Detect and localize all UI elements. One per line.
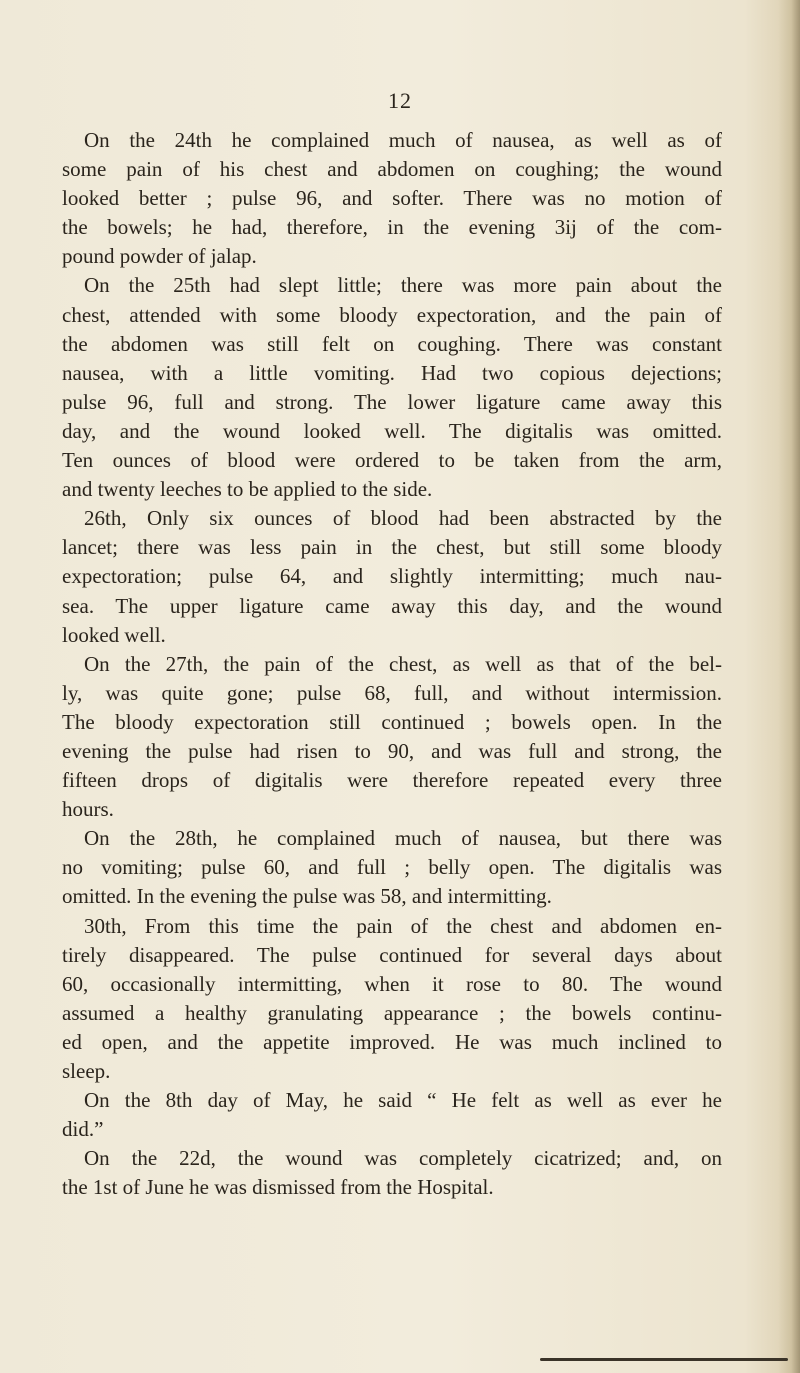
text-line: expectoration; pulse 64, and slightly intermitting; much nau- bbox=[62, 564, 722, 589]
paragraph bbox=[62, 504, 722, 649]
text-line: omitted. In the evening the pulse was 58, and intermitting. bbox=[62, 884, 552, 909]
text-line: pulse 96, full and strong. The lower ligature came away this bbox=[62, 389, 722, 414]
text-line: chest, attended with some bloody expectoration, and the pain of bbox=[62, 302, 722, 327]
text-line: day, and the wound looked well. The digitalis was omitted. bbox=[62, 418, 722, 443]
text-line: ly, was quite gone; pulse 68, full, and without intermission. bbox=[62, 680, 722, 705]
text-line: evening the pulse had risen to 90, and was full and strong, the bbox=[62, 738, 722, 763]
text-line: the 1st of June he was dismissed from the Hospital. bbox=[62, 1175, 494, 1200]
page-number: 12 bbox=[388, 88, 412, 113]
paragraph bbox=[62, 824, 722, 911]
text-line: the bowels; he had, therefore, in the evening 3ij of the com- bbox=[62, 215, 722, 240]
text-line: On the 8th day of May, he said “ He felt as well as ever he bbox=[84, 1088, 722, 1113]
text-line: did.” bbox=[62, 1117, 104, 1142]
text-line: hours. bbox=[62, 797, 114, 822]
text-line: tirely disappeared. The pulse continued for several days about bbox=[62, 942, 722, 967]
text-line: Ten ounces of blood were ordered to be taken from the arm, bbox=[62, 448, 722, 473]
paragraph bbox=[62, 126, 722, 271]
text-line: sleep. bbox=[62, 1059, 111, 1083]
text-line: assumed a healthy granulating appearance ; the bowels continu- bbox=[62, 1000, 722, 1025]
page-edge-shadow bbox=[778, 0, 800, 1373]
text-line: fifteen drops of digitalis were therefore repeated every three bbox=[62, 768, 722, 793]
paragraph bbox=[62, 271, 722, 504]
text-line: lancet; there was less pain in the chest, but still some bloody bbox=[62, 535, 722, 560]
body-text bbox=[62, 126, 722, 1202]
text-line: no vomiting; pulse 60, and full ; belly open. The digitalis was bbox=[62, 855, 722, 880]
paragraph bbox=[62, 1144, 722, 1202]
paragraph bbox=[62, 1086, 722, 1144]
text-line: looked better ; pulse 96, and softer. There was no motion of bbox=[62, 186, 722, 211]
paragraph bbox=[62, 650, 722, 825]
page-bottom-edge bbox=[540, 1358, 788, 1361]
text-line: On the 28th, he complained much of nausea, but there was bbox=[84, 826, 722, 851]
text-line: looked well. bbox=[62, 622, 166, 647]
text-line: On the 27th, the pain of the chest, as well as that of the bel- bbox=[84, 651, 722, 676]
text-line: sea. The upper ligature came away this day, and the wound bbox=[62, 593, 722, 618]
text-line: nausea, with a little vomiting. Had two copious dejections; bbox=[62, 360, 722, 385]
text-line: the abdomen was still felt on coughing. There was constant bbox=[62, 331, 722, 356]
text-line: On the 22d, the wound was completely cicatrized; and, on bbox=[84, 1146, 722, 1171]
text-line: On the 24th he complained much of nausea, as well as of bbox=[84, 128, 722, 152]
paragraph bbox=[62, 912, 722, 1087]
text-line: 26th, Only six ounces of blood had been abstracted by the bbox=[84, 506, 722, 531]
text-line: and twenty leeches to be applied to the side. bbox=[62, 477, 433, 502]
text-line: The bloody expectoration still continued ; bowels open. In the bbox=[62, 709, 722, 734]
text-line: 30th, From this time the pain of the chest and abdomen en- bbox=[84, 913, 722, 938]
text-line: ed open, and the appetite improved. He was much inclined to bbox=[62, 1029, 722, 1054]
text-line: some pain of his chest and abdomen on coughing; the wound bbox=[62, 157, 722, 182]
text-line: pound powder of jalap. bbox=[62, 244, 257, 269]
text-line: 60, occasionally intermitting, when it rose to 80. The wound bbox=[62, 971, 722, 996]
text-line: On the 25th had slept little; there was more pain about the bbox=[84, 273, 722, 298]
